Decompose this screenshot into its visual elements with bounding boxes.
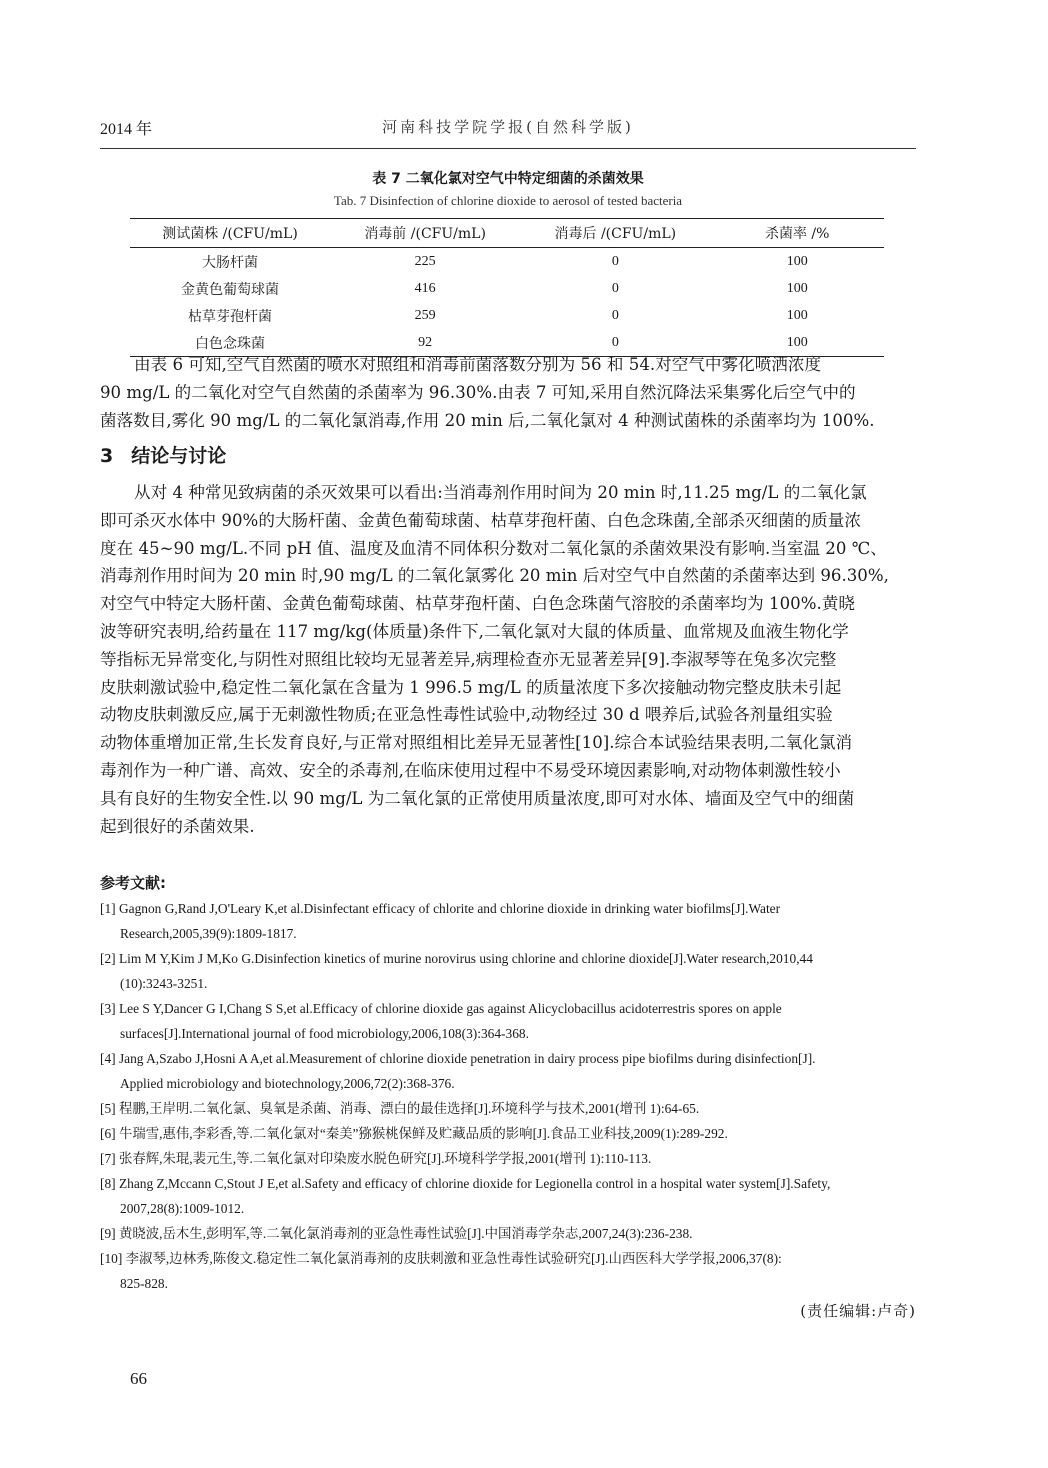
cell-before: 416 xyxy=(414,280,436,296)
section-number: 3 xyxy=(100,445,114,467)
reference-line: [1] Gagnon G,Rand J,O'Leary K,et al.Disinfectant efficacy of chlorite and chlorine dioxide in drinking water biofilms[J].Water xyxy=(100,901,781,916)
reference-line: [9] 黄晓波,岳木生,彭明军,等.二氧化氯消毒剂的亚急性毒性试验[J].中国消毒学杂志,2007,24(3):236-238. xyxy=(100,1226,693,1241)
text-line: 等指标无异常变化,与阴性对照组比较均无显著差异,病理检查亦无显著差异[9].李淑琴等在兔多次完整 xyxy=(100,649,837,669)
reference-list xyxy=(100,896,916,1296)
table-title-en: Tab. 7 Disinfection of chlorine dioxide to aerosol of tested bacteria xyxy=(333,193,683,208)
references-heading: 参考文献: xyxy=(100,874,166,892)
reference-line: [4] Jang A,Szabo J,Hosni A A,et al.Measurement of chlorine dioxide penetration in dairy process pipe biofilms during disinfection[J]. xyxy=(100,1051,816,1066)
reference-line: [10] 李淑琴,边林秀,陈俊文.稳定性二氧化氯消毒剂的皮肤刺激和亚急性毒性试验研究[J].山西医科大学学报,2006,37(8): xyxy=(100,1251,782,1266)
cell-after: 0 xyxy=(611,253,619,269)
cell-rate: 100 xyxy=(786,280,808,296)
section-title: 结论与讨论 xyxy=(131,445,227,467)
page-header xyxy=(100,116,916,149)
reference-item xyxy=(100,1121,916,1146)
text-line: 度在 45~90 mg/L.不同 pH 值、温度及血清不同体积分数对二氧化氯的杀菌效果没有影响.当室温 20 ℃、 xyxy=(100,538,887,558)
cell-strain: 枯草芽孢杆菌 xyxy=(188,308,273,325)
reference-item xyxy=(100,1146,916,1171)
reference-item xyxy=(100,1221,916,1246)
reference-line: [7] 张春辉,朱琨,裴元生,等.二氧化氯对印染废水脱色研究[J].环境科学学报,2001(增刊 1):110-113. xyxy=(100,1151,652,1166)
reference-item xyxy=(100,1096,916,1121)
reference-line: [6] 牛瑞雪,惠伟,李彩香,等.二氧化氯对“秦美”猕猴桃保鲜及贮藏品质的影响[J].食品工业科技,2009(1):289-292. xyxy=(100,1126,728,1141)
cell-before: 225 xyxy=(414,253,436,269)
conclusion-paragraph xyxy=(100,479,916,840)
reference-line: [5] 程鹏,王岸明.二氧化氯、臭氧是杀菌、消毒、漂白的最佳选择[J].环境科学与技术,2001(增刊 1):64-65. xyxy=(100,1101,700,1116)
journal-name: 河南科技学院学报(自然科学版) xyxy=(382,118,634,136)
text-line: 从对 4 种常见致病菌的杀灭效果可以看出:当消毒剂作用时间为 20 min 时,11.25 mg/L 的二氧化氯 xyxy=(134,483,867,502)
cell-after: 0 xyxy=(611,280,619,296)
table-header-before: 消毒前 /(CFU/mL) xyxy=(330,219,520,248)
text-line: 毒剂作为一种广谱、高效、安全的杀毒剂,在临床使用过程中不易受环境因素影响,对动物体刺激性较小 xyxy=(100,760,841,780)
page-number: 66 xyxy=(130,1369,147,1388)
reference-item xyxy=(100,1171,916,1221)
cell-strain: 大肠杆菌 xyxy=(202,254,259,271)
table-header-row xyxy=(130,219,884,248)
text-line: 对空气中特定大肠杆菌、金黄色葡萄球菌、枯草芽孢杆菌、白色念珠菌气溶胶的杀菌率均为 100%.黄晓 xyxy=(100,594,855,614)
reference-line: 2007,28(8):1009-1012. xyxy=(120,1201,245,1216)
results-paragraph xyxy=(100,351,916,434)
text-line: 动物体重增加正常,生长发育良好,与正常对照组相比差异无显著性[10].综合本试验结果表明,二氧化氯消 xyxy=(100,733,853,753)
table-header-rate: 杀菌率 /% xyxy=(710,219,884,248)
text-line: 起到很好的杀菌效果. xyxy=(100,816,255,836)
text-line: 具有良好的生物安全性.以 90 mg/L 为二氧化氯的正常使用质量浓度,即可对水体、墙面及空气中的细菌 xyxy=(100,788,855,808)
cell-before: 92 xyxy=(330,329,520,357)
responsible-editor: (责任编辑:卢奇) xyxy=(800,1302,916,1320)
table-title-cn: 表 7 二氧化氯对空气中特定细菌的杀菌效果 xyxy=(372,171,644,187)
cell-strain: 白色念珠菌 xyxy=(130,329,330,357)
cell-before: 259 xyxy=(414,307,436,323)
reference-item xyxy=(100,1246,916,1296)
table-row xyxy=(130,302,884,329)
reference-line: [8] Zhang Z,Mccann C,Stout J E,et al.Safety and efficacy of chlorine dioxide for Legionella control in a hospital water system[J].Safety, xyxy=(100,1176,831,1191)
table-header-strain: 测试菌株 /(CFU/mL) xyxy=(130,219,330,248)
text-line: 90 mg/L 的二氧化对空气自然菌的杀菌率为 96.30%.由表 7 可知,采用自然沉降法采集雾化后空气中的 xyxy=(100,382,856,402)
text-line: 消毒剂作用时间为 20 min 时,90 mg/L 的二氧化氯雾化 20 min 后对空气中自然菌的杀菌率达到 96.30%, xyxy=(100,566,889,586)
section-heading xyxy=(100,441,226,468)
reference-line: (10):3243-3251. xyxy=(120,976,208,991)
reference-item xyxy=(100,896,916,946)
table-row xyxy=(130,248,884,276)
text-line: 皮肤刺激试验中,稳定性二氧化氯在含量为 1 996.5 mg/L 的质量浓度下多次接触动物完整皮肤未引起 xyxy=(100,677,842,697)
text-line: 波等研究表明,给药量在 117 mg/kg(体质量)条件下,二氧化氯对大鼠的体质量、血常规及血液生物化学 xyxy=(100,621,849,641)
cell-rate: 100 xyxy=(786,307,808,323)
reference-line: [3] Lee S Y,Dancer G I,Chang S S,et al.Efficacy of chlorine dioxide gas against Alicyclobacillus acidoterrestris spores on apple xyxy=(100,1001,782,1016)
reference-line: Research,2005,39(9):1809-1817. xyxy=(120,926,297,941)
reference-line: Applied microbiology and biotechnology,2006,72(2):368-376. xyxy=(120,1076,455,1091)
cell-strain: 金黄色葡萄球菌 xyxy=(181,281,280,298)
cell-rate: 100 xyxy=(786,253,808,269)
reference-item xyxy=(100,996,916,1046)
text-line: 动物皮肤刺激反应,属于无刺激性物质;在亚急性毒性试验中,动物经过 30 d 喂养后,试验各剂量组实验 xyxy=(100,705,833,725)
cell-after: 0 xyxy=(520,329,710,357)
table-header-after: 消毒后 /(CFU/mL) xyxy=(520,219,710,248)
reference-item xyxy=(100,1046,916,1096)
cell-rate: 100 xyxy=(710,329,884,357)
reference-line: 825-828. xyxy=(120,1276,168,1291)
reference-item xyxy=(100,946,916,996)
reference-line: surfaces[J].International journal of food microbiology,2006,108(3):364-368. xyxy=(120,1026,529,1041)
text-line: 由表 6 可知,空气自然菌的喷水对照组和消毒前菌落数分别为 56 和 54.对空气中雾化喷洒浓度 xyxy=(134,355,822,374)
text-line: 即可杀灭水体中 90%的大肠杆菌、金黄色葡萄球菌、枯草芽孢杆菌、白色念珠菌,全部杀灭细菌的质量浓 xyxy=(100,510,861,530)
table-row xyxy=(130,275,884,302)
text-line: 菌落数目,雾化 90 mg/L 的二氧化氯消毒,作用 20 min 后,二氧化氯对 4 种测试菌株的杀菌率均为 100%. xyxy=(100,410,875,430)
bacteria-table xyxy=(130,218,884,357)
reference-line: [2] Lim M Y,Kim J M,Ko G.Disinfection kinetics of murine norovirus using chlorine and chlorine dioxide[J].Water research,2010,44 xyxy=(100,951,813,966)
cell-after: 0 xyxy=(611,307,619,323)
header-year: 2014 年 xyxy=(100,121,153,138)
